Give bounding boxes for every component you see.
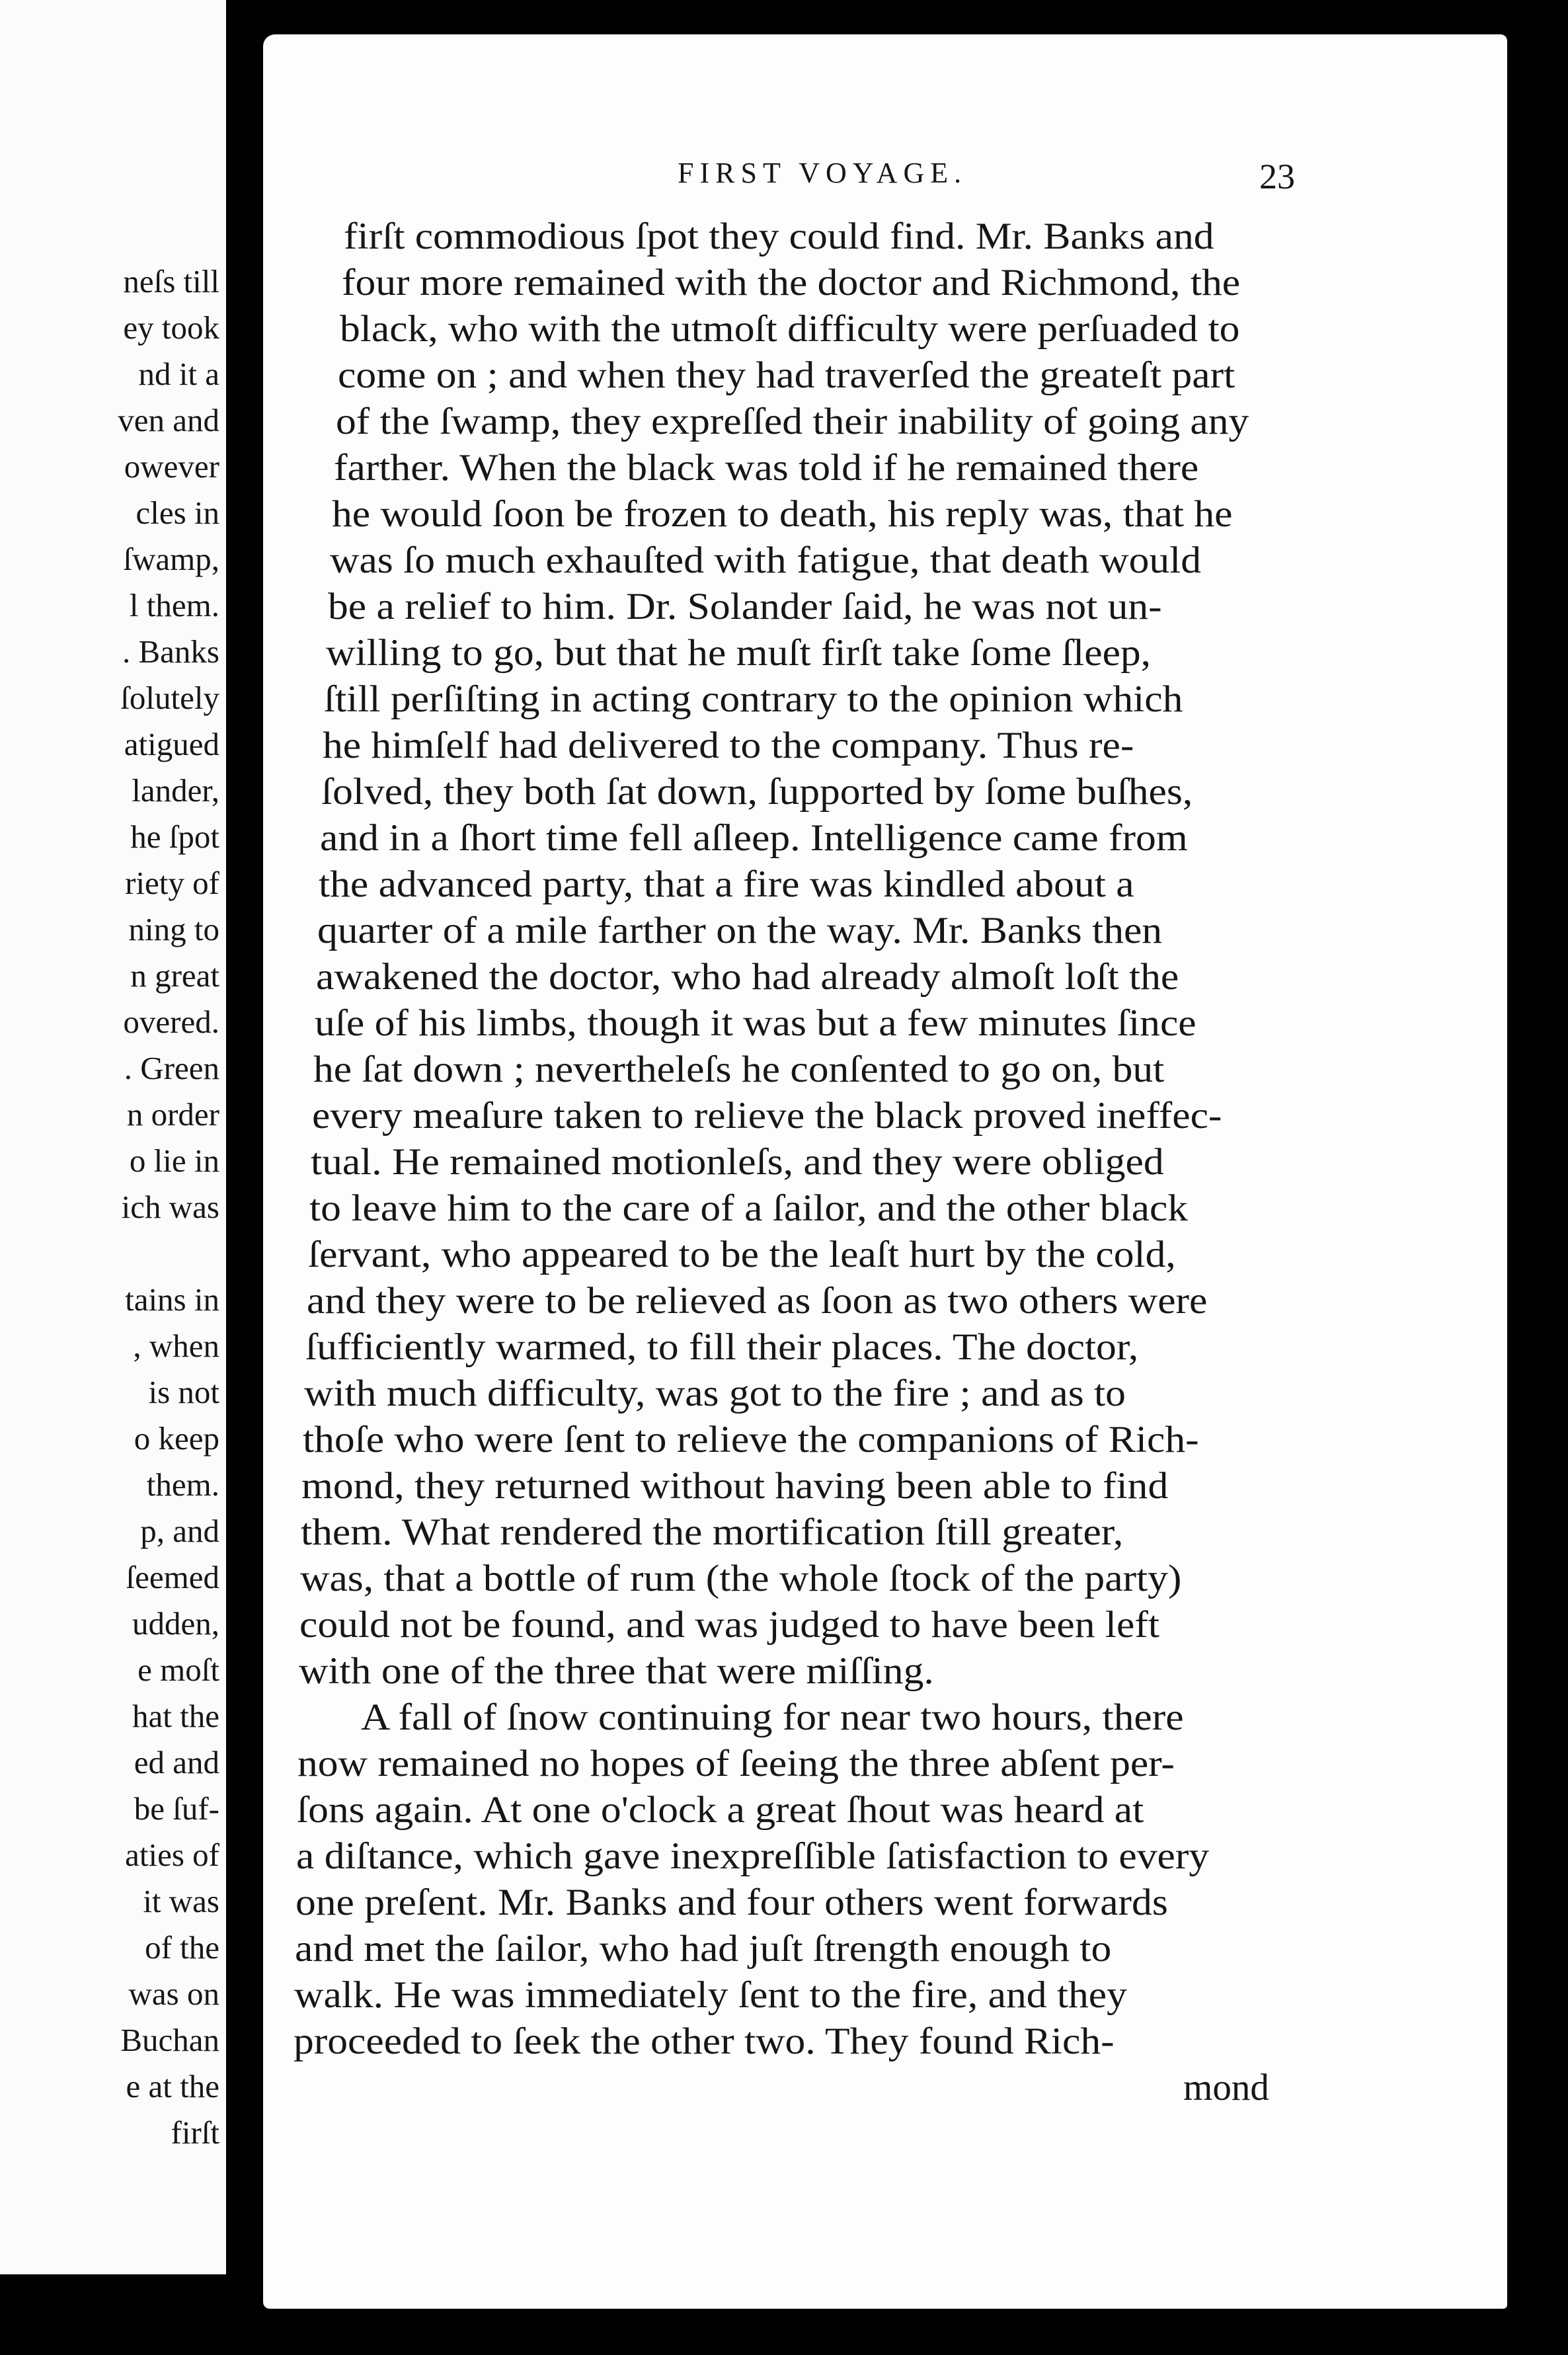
text-line: thoſe who were ſent to relieve the companions of Rich-: [303, 1419, 1199, 1460]
left-page-line: firſt: [171, 2114, 219, 2151]
left-page-line: udden,: [132, 1605, 219, 1642]
text-line: awakened the doctor, who had already almoſt loſt the: [316, 956, 1179, 998]
left-page-line: be ſuf-: [134, 1790, 219, 1827]
left-page-line: he ſpot: [130, 818, 219, 855]
running-head: FIRST VOYAGE.: [678, 157, 968, 189]
text-line: of the ſwamp, they expreſſed their inability of going any: [336, 401, 1249, 442]
text-line: every meaſure taken to relieve the black proved ineffec-: [312, 1095, 1222, 1137]
text-line: proceeded to ſeek the other two. They found Rich-: [294, 2020, 1115, 2062]
left-page-line: o keep: [134, 1420, 219, 1457]
text-line: with much difficulty, was got to the fire ; and as to: [304, 1373, 1126, 1414]
text-line: walk. He was immediately ſent to the fire, and they: [294, 1974, 1127, 2016]
left-page-line: ning to: [128, 911, 219, 947]
left-page-line: nd it a: [138, 356, 219, 392]
text-line: firſt commodious ſpot they could find. Mr. Banks and: [344, 216, 1214, 257]
text-line: tual. He remained motionleſs, and they were obliged: [311, 1141, 1164, 1183]
left-page-line: Buchan: [120, 2022, 219, 2058]
text-line: now remained no hopes of ſeeing the three abſent per-: [297, 1743, 1175, 1784]
left-page-line: . Banks: [122, 633, 219, 670]
text-line: A fall of ſnow continuing for near two hours, there: [361, 1696, 1184, 1738]
left-page-line: n great: [130, 957, 219, 994]
left-page-line: . Green: [124, 1050, 219, 1086]
left-page-line: neſs till: [123, 263, 219, 299]
left-page-line: ed and: [134, 1744, 219, 1780]
left-page-line: ſwamp,: [123, 541, 219, 577]
text-line: willing to go, but that he muſt firſt take ſome ſleep,: [326, 632, 1152, 674]
text-line: he himſelf had delivered to the company. Thus re-: [323, 725, 1134, 766]
left-page-line: ſeemed: [126, 1559, 219, 1595]
left-page-line: ſolutely: [120, 680, 219, 716]
left-page-line: aties of: [125, 1837, 219, 1873]
left-page-line: lander,: [132, 772, 219, 809]
left-page-line: ich was: [121, 1189, 219, 1225]
left-page-line: ven and: [118, 402, 219, 438]
text-line: quarter of a mile farther on the way. Mr. Banks then: [317, 910, 1163, 951]
left-page-line: ey took: [123, 309, 219, 346]
text-line: one preſent. Mr. Banks and four others went forwards: [295, 1882, 1168, 1923]
left-page-line: o lie in: [129, 1142, 219, 1179]
text-line: ſervant, who appeared to be the leaſt hurt by the cold,: [308, 1234, 1176, 1275]
text-line: could not be found, and was judged to have been left: [299, 1604, 1159, 1646]
text-line: he would ſoon be frozen to death, his reply was, that he: [332, 493, 1233, 535]
left-page-line: n order: [126, 1096, 219, 1133]
text-line: black, who with the utmoſt difficulty were perſuaded to: [340, 308, 1240, 350]
left-page-line: cles in: [136, 495, 219, 531]
text-line: ſons again. At one o'clock a great ſhout was heard at: [297, 1789, 1144, 1831]
left-page-line: of the: [145, 1929, 219, 1966]
left-page-line: e moſt: [137, 1652, 219, 1688]
text-line: uſe of his limbs, though it was but a few minutes ſince: [315, 1002, 1196, 1044]
left-page-line: owever: [124, 448, 219, 485]
text-line: come on ; and when they had traverſed the greateſt part: [338, 354, 1235, 396]
catchword: mond: [1183, 2067, 1269, 2108]
left-page-line: p, and: [140, 1513, 219, 1549]
text-line: ſolved, they both ſat down, ſupported by ſome buſhes,: [321, 771, 1193, 813]
page-number: 23: [1259, 157, 1295, 196]
text-line: and they were to be relieved as ſoon as two others were: [307, 1280, 1208, 1322]
left-page-line: e at the: [126, 2068, 219, 2104]
left-page-line: hat the: [132, 1698, 219, 1734]
text-line: to leave him to the care of a ſailor, and the other black: [309, 1187, 1189, 1229]
text-line: and in a ſhort time fell aſleep. Intelligence came from: [320, 817, 1188, 859]
text-line: be a relief to him. Dr. Solander ſaid, he was not un-: [328, 586, 1162, 627]
text-line: was, that a bottle of rum (the whole ſtock of the party): [300, 1558, 1182, 1599]
text-line: with one of the three that were miſſing.: [299, 1650, 934, 1692]
left-page-line: , when: [133, 1328, 219, 1364]
left-page-line: them.: [146, 1466, 219, 1503]
left-page-line: was on: [128, 1976, 219, 2012]
text-line: farther. When the black was told if he remained there: [334, 447, 1199, 489]
text-line: four more remained with the doctor and Richmond, the: [342, 262, 1241, 303]
text-line: ſufficiently warmed, to fill their places. The doctor,: [305, 1326, 1139, 1368]
text-line: was ſo much exhauſted with fatigue, that death would: [330, 539, 1202, 581]
left-page-line: overed.: [123, 1004, 219, 1040]
text-line: ſtill perſiſting in acting contrary to the opinion which: [324, 678, 1183, 720]
left-page-line: is not: [148, 1374, 219, 1410]
text-line: he ſat down ; nevertheleſs he conſented to go on, but: [313, 1049, 1165, 1090]
left-page-line: it was: [143, 1883, 219, 1919]
text-line: a diſtance, which gave inexpreſſible ſatisfaction to every: [296, 1835, 1210, 1877]
text-line: them. What rendered the mortification ſtill greater,: [301, 1511, 1124, 1553]
left-page-line: tains in: [125, 1281, 219, 1318]
left-page-line: riety of: [125, 865, 219, 901]
left-page-line: atigued: [124, 726, 219, 762]
text-line: mond, they returned without having been able to find: [301, 1465, 1169, 1507]
left-page-fragment: [0, 0, 226, 2274]
text-line: the advanced party, that a fire was kindled about a: [319, 863, 1134, 905]
left-page-line: l them.: [129, 587, 219, 623]
text-line: and met the ſailor, who had juſt ſtrength enough to: [295, 1928, 1112, 1970]
